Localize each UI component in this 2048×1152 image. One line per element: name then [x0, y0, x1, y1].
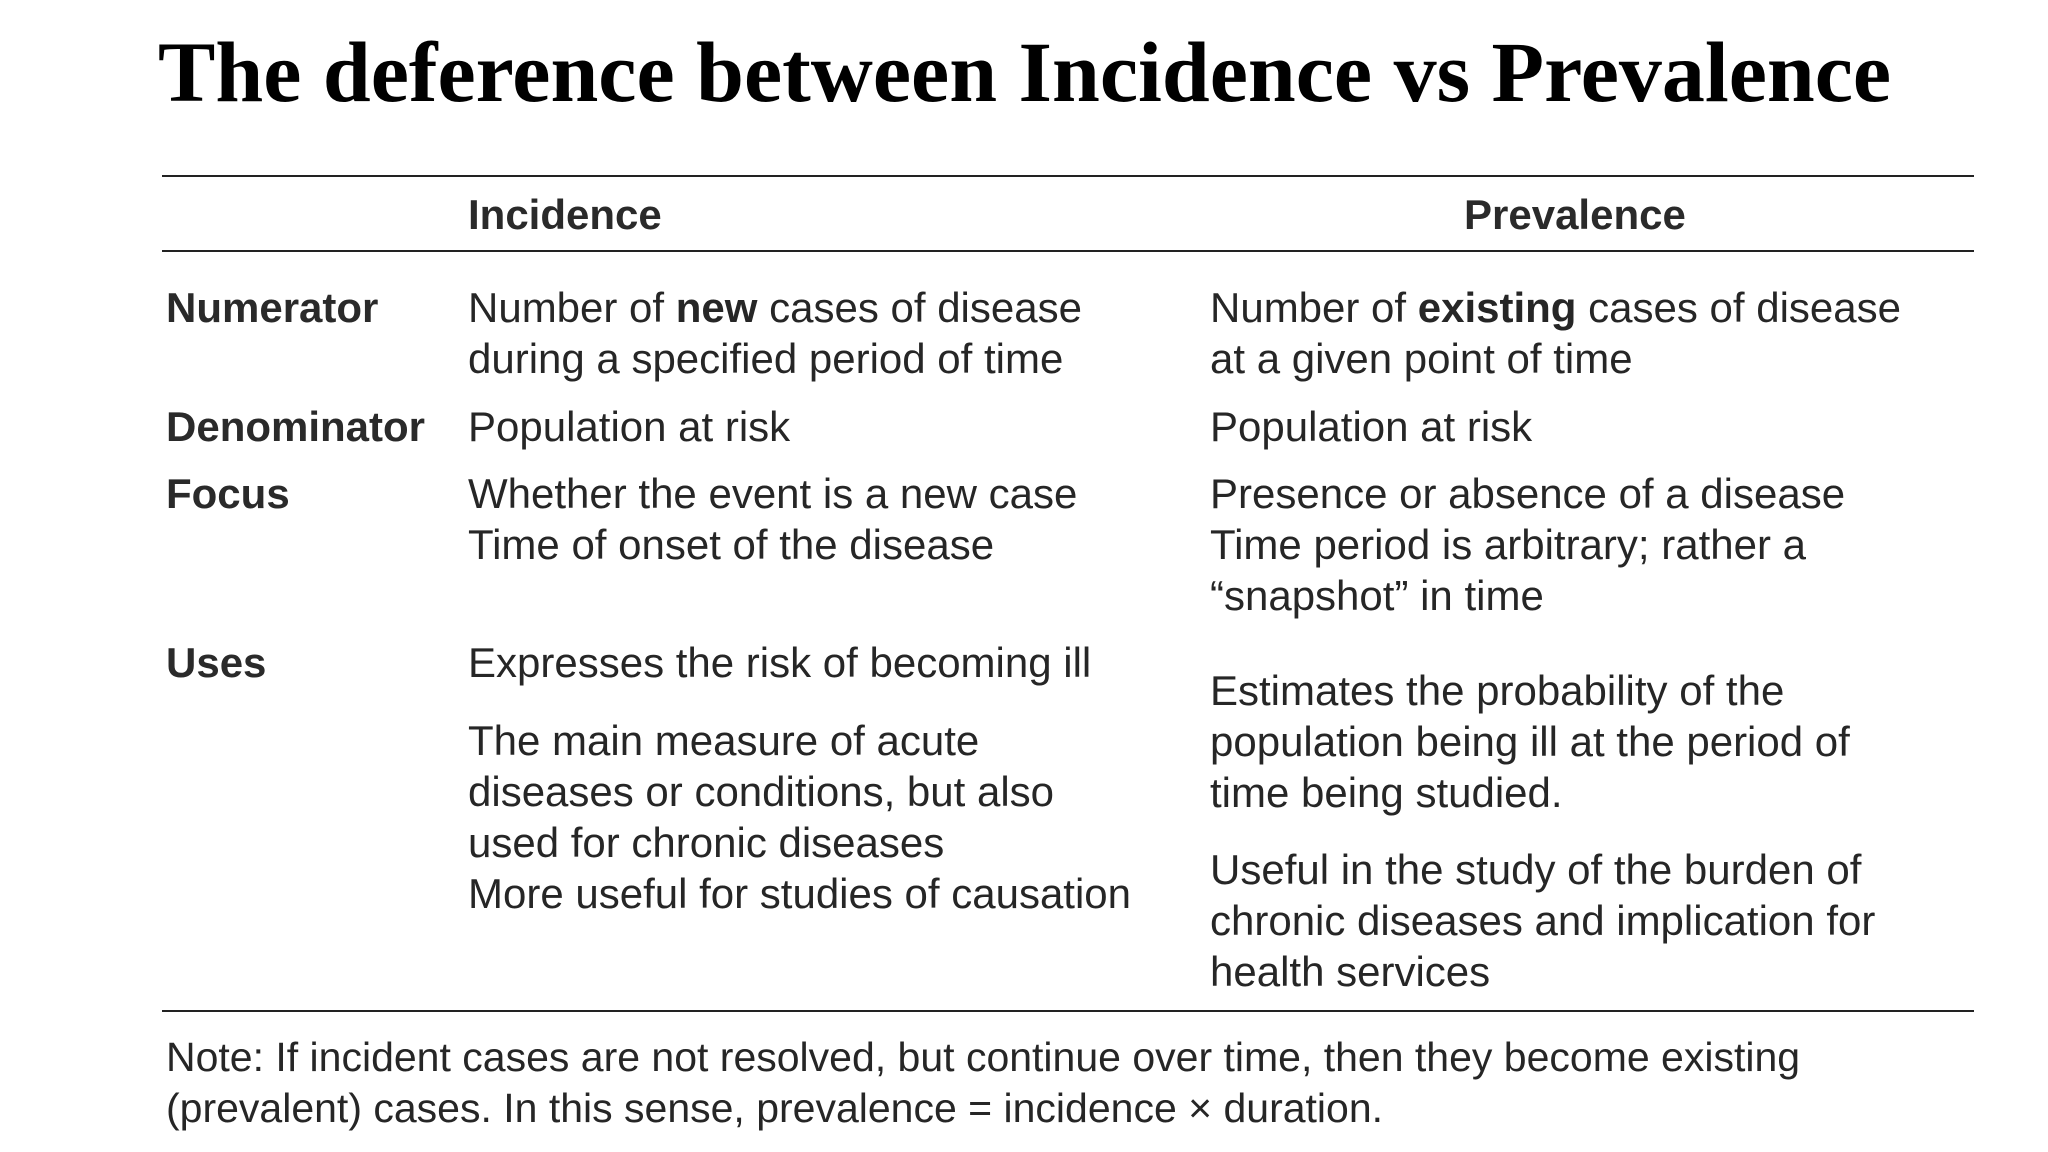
uses-incidence-b: [468, 715, 1131, 919]
numerator-incidence-line-2: during a specified period of time: [468, 335, 1064, 382]
uses-prevalence-b-line: health services: [1210, 948, 1491, 995]
numerator-prevalence: [1210, 282, 1901, 384]
table-bottom-rule: [162, 1010, 1974, 1012]
uses-prevalence-b-line: chronic diseases and implication for: [1210, 897, 1876, 944]
uses-prevalence-a-line: population being ill at the period of: [1210, 718, 1850, 765]
uses-incidence-b-line: The main measure of acute: [468, 717, 980, 764]
uses-incidence-a: Expresses the risk of becoming ill: [468, 639, 1092, 686]
uses-prevalence-a: [1210, 665, 1850, 818]
focus-incidence-line: Time of onset of the disease: [468, 521, 995, 568]
focus-incidence: [468, 468, 1077, 570]
numerator-prevalence-line-1: Number of existing cases of disease: [1210, 284, 1901, 331]
uses-incidence-b-line: More useful for studies of causation: [468, 870, 1132, 917]
uses-incidence-b-line: used for chronic diseases: [468, 819, 945, 866]
footnote: [166, 1032, 1800, 1134]
uses-prevalence-a-line: time being studied.: [1210, 769, 1563, 816]
row-label-numerator: Numerator: [166, 284, 379, 331]
header-rule: [162, 250, 1974, 252]
header-prevalence: Prevalence: [1464, 191, 1686, 238]
row-label-focus: Focus: [166, 470, 290, 517]
row-label-uses: Uses: [166, 639, 267, 686]
footnote-line: Note: If incident cases are not resolved, but continue over time, then they become existing: [166, 1034, 1801, 1080]
focus-prevalence-line: Presence or absence of a disease: [1210, 470, 1846, 517]
page-title: The deference between Incidence vs Prevalence: [158, 24, 1892, 120]
numerator-incidence: [468, 282, 1082, 384]
focus-incidence-line: Whether the event is a new case: [468, 470, 1078, 517]
row-label-denominator: Denominator: [166, 403, 426, 450]
denominator-prevalence: Population at risk: [1210, 403, 1533, 450]
numerator-prevalence-line-2: at a given point of time: [1210, 335, 1633, 382]
focus-prevalence-line: “snapshot” in time: [1210, 572, 1544, 619]
footnote-line: (prevalent) cases. In this sense, prevalence = incidence × duration.: [166, 1085, 1384, 1131]
uses-incidence-b-line: diseases or conditions, but also: [468, 768, 1055, 815]
focus-prevalence-line: Time period is arbitrary; rather a: [1210, 521, 1806, 568]
uses-prevalence-b-line: Useful in the study of the burden of: [1210, 846, 1862, 893]
uses-prevalence-a-line: Estimates the probability of the: [1210, 667, 1785, 714]
table-top-rule: [162, 175, 1974, 177]
denominator-incidence: Population at risk: [468, 403, 791, 450]
uses-prevalence-b: [1210, 844, 1875, 997]
header-incidence: Incidence: [468, 191, 662, 238]
numerator-incidence-line-1: Number of new cases of disease: [468, 284, 1082, 331]
focus-prevalence: [1210, 468, 1845, 621]
